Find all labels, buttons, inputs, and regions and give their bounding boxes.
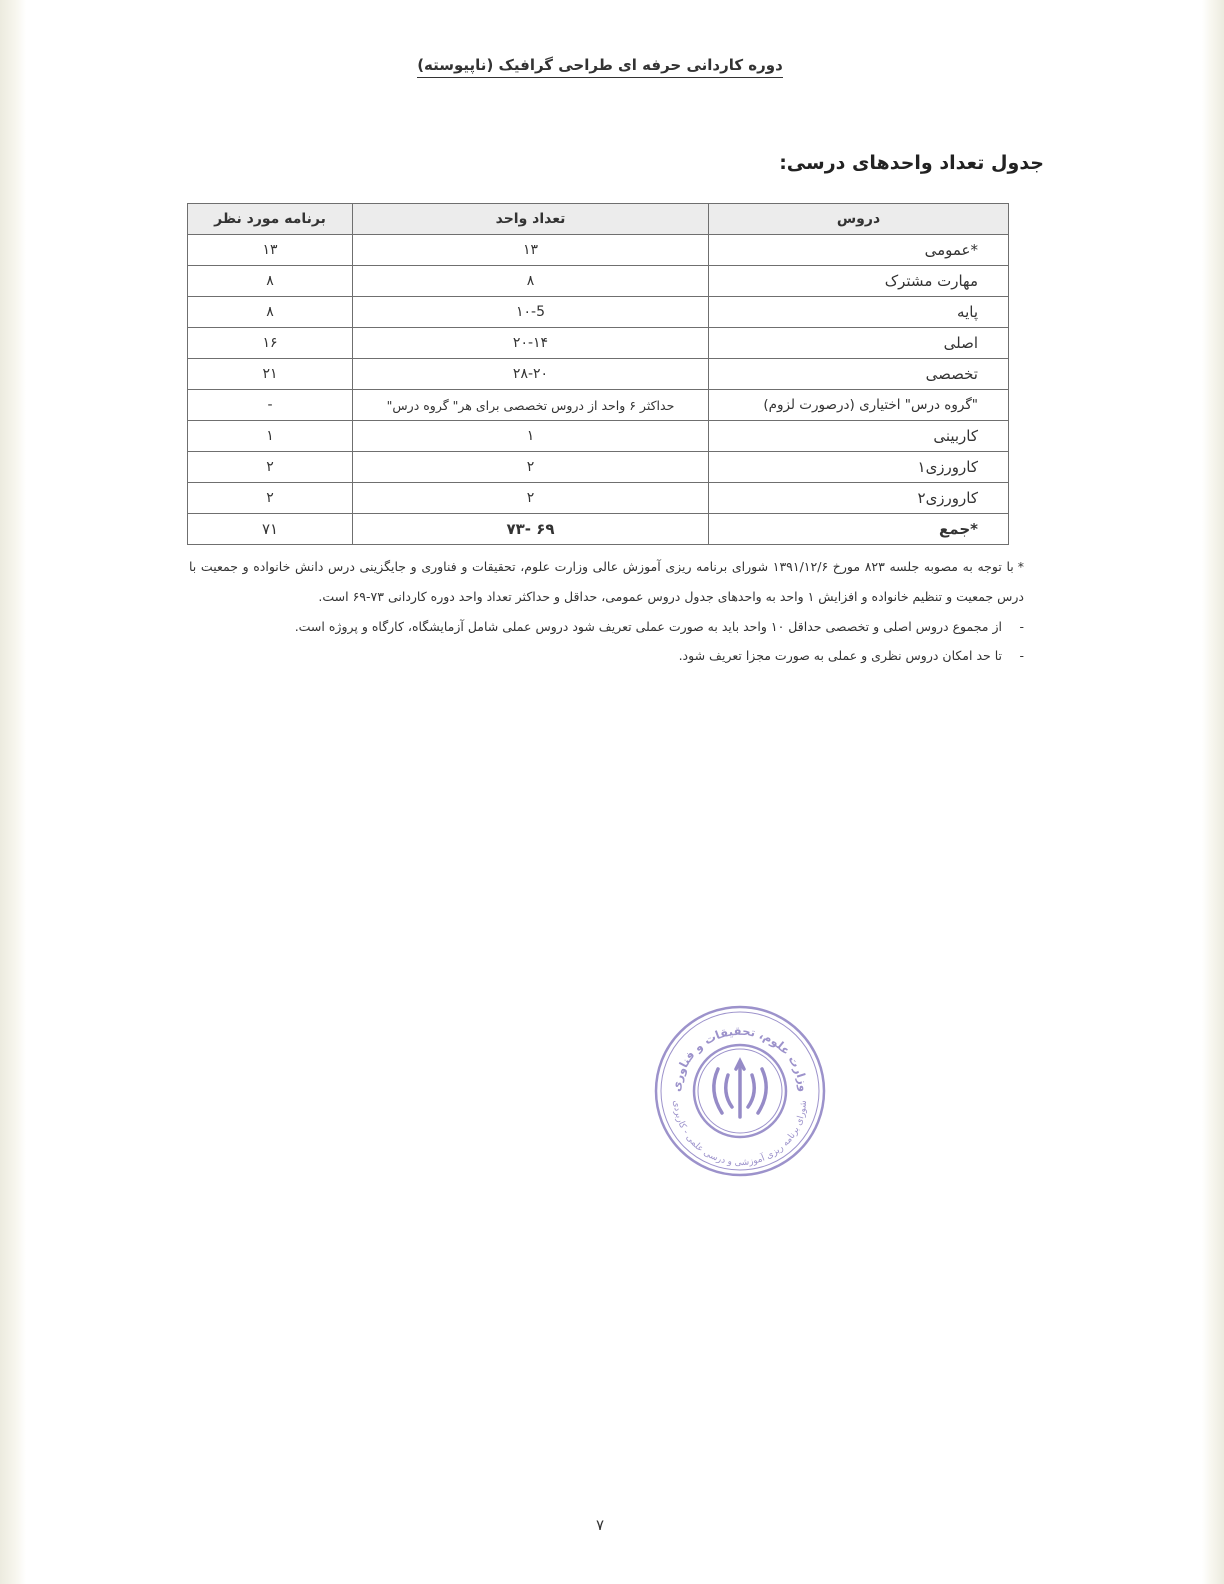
notes-section <box>189 552 1024 670</box>
table-row <box>188 359 1009 390</box>
course-program: ۲ <box>188 483 353 514</box>
table-heading: جدول تعداد واحدهای درسی: <box>779 152 1044 174</box>
table-header-row <box>188 204 1009 235</box>
course-program: ۱ <box>188 421 353 452</box>
header-program: برنامه مورد نظر <box>188 204 353 235</box>
course-units: ۲۰-۱۴ <box>353 328 709 359</box>
table-row <box>188 297 1009 328</box>
course-units: ۱ <box>353 421 709 452</box>
document-title: دوره کاردانی حرفه ای طراحی گرافیک (ناپیوسته) <box>0 56 1200 74</box>
course-name: کارورزی۱ <box>709 452 1009 483</box>
bullet-dash: - <box>1019 648 1024 663</box>
course-name: اصلی <box>709 328 1009 359</box>
page-number: ۷ <box>595 1516 605 1534</box>
table-total-row <box>188 514 1009 545</box>
footnote-text: با توجه به مصوبه جلسه ۸۲۳ مورخ ۱۳۹۱/۱۲/۶ شورای برنامه ریزی آموزش عالی وزارت علوم، تحقیقات و فناوری و جایگزینی درس دانش خانواده و جمعیت با درس جمعیت و تنظیم خانواده و افزایش ۱ واحد به واحدهای جدول دروس عمومی، حداقل و حداکثر تعداد واحد دوره کاردانی ۷۳-۶۹ است. <box>189 559 1024 604</box>
total-units: ۶۹ -۷۳ <box>353 514 709 545</box>
total-label: *جمع <box>709 514 1009 545</box>
table-row <box>188 266 1009 297</box>
iran-emblem-icon <box>714 1061 766 1117</box>
note-list-item <box>189 641 1024 670</box>
course-program: - <box>188 390 353 421</box>
course-units: ۱۳ <box>353 235 709 266</box>
table-row <box>188 483 1009 514</box>
course-name: *عمومی <box>709 235 1009 266</box>
header-courses: دروس <box>709 204 1009 235</box>
seal-text-bottom: شورای برنامه ریزی آموزشی و درسی علمی - کاربردی <box>670 1099 810 1169</box>
course-name: مهارت مشترک <box>709 266 1009 297</box>
table-row <box>188 452 1009 483</box>
bullet-dash: - <box>1019 619 1024 634</box>
total-program: ۷۱ <box>188 514 353 545</box>
seal-text-top: وزارت علوم، تحقیقات و فناوری <box>668 1023 811 1093</box>
course-name: "گروه درس" اختیاری (درصورت لزوم) <box>709 390 1009 421</box>
course-program: ۸ <box>188 266 353 297</box>
header-units: تعداد واحد <box>353 204 709 235</box>
course-name: تخصصی <box>709 359 1009 390</box>
course-units: حداکثر ۶ واحد از دروس تخصصی برای هر" گروه درس" <box>353 390 709 421</box>
course-units: ۲ <box>353 483 709 514</box>
note-list-item <box>189 612 1024 641</box>
seal-graphic <box>652 1003 828 1179</box>
course-units: ۱۰-5 <box>353 297 709 328</box>
footnote-main <box>189 552 1024 612</box>
course-program: ۱۶ <box>188 328 353 359</box>
note-text: تا حد امکان دروس نظری و عملی به صورت مجزا تعریف شود. <box>678 648 1002 663</box>
course-program: ۸ <box>188 297 353 328</box>
units-table <box>187 203 1009 545</box>
course-units: ۸ <box>353 266 709 297</box>
course-name: کارورزی۲ <box>709 483 1009 514</box>
course-program: ۲۱ <box>188 359 353 390</box>
table-row <box>188 390 1009 421</box>
official-seal-stamp <box>652 1003 828 1179</box>
table-row <box>188 421 1009 452</box>
table-row <box>188 235 1009 266</box>
note-text: از مجموع دروس اصلی و تخصصی حداقل ۱۰ واحد باید به صورت عملی تعریف شود دروس عملی شامل آزمایشگاه، کارگاه و پروژه است. <box>294 619 1002 634</box>
scan-edge-left <box>0 0 26 1584</box>
course-name: کاربینی <box>709 421 1009 452</box>
course-units: ۲ <box>353 452 709 483</box>
course-name: پایه <box>709 297 1009 328</box>
scan-edge-right <box>1202 0 1224 1584</box>
course-units: ۲۸-۲۰ <box>353 359 709 390</box>
course-program: ۲ <box>188 452 353 483</box>
footnote-star: * <box>1017 559 1024 574</box>
course-program: ۱۳ <box>188 235 353 266</box>
table-row <box>188 328 1009 359</box>
